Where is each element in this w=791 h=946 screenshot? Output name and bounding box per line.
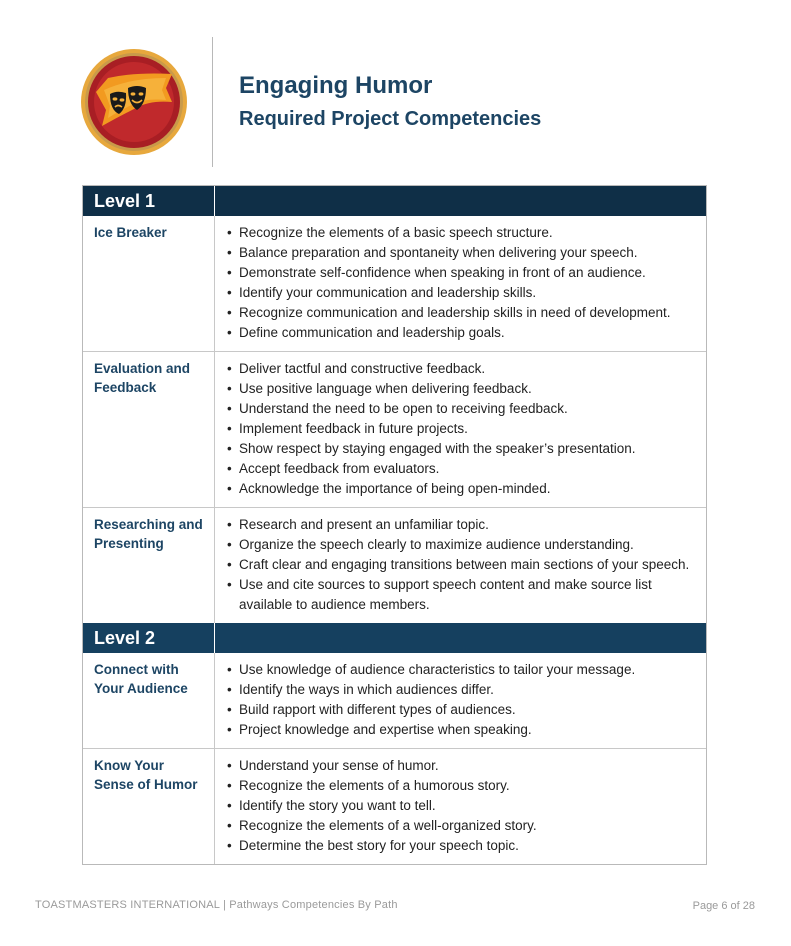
list-item: • Identify the story you want to tell. <box>227 796 700 816</box>
list-item: • Build rapport with different types of audiences. <box>227 700 700 720</box>
list-item: • Acknowledge the importance of being open-minded. <box>227 479 700 499</box>
list-item: • Implement feedback in future projects. <box>227 419 700 439</box>
competency-list <box>215 653 706 748</box>
list-item: • Organize the speech clearly to maximize audience understanding. <box>227 535 700 555</box>
level-header-1 <box>83 186 706 216</box>
level-header-fill <box>215 186 706 216</box>
project-name: Know Your Sense of Humor <box>83 749 215 864</box>
list-item: • Recognize communication and leadership skills in need of development. <box>227 303 700 323</box>
page-header <box>0 0 791 175</box>
competency-list <box>215 216 706 351</box>
list-item: • Identify the ways in which audiences differ. <box>227 680 700 700</box>
theater-masks-icon <box>80 48 188 156</box>
list-item: • Understand your sense of humor. <box>227 756 700 776</box>
list-item: • Recognize the elements of a well-organized story. <box>227 816 700 836</box>
competency-list <box>215 749 706 864</box>
table-row <box>83 653 706 748</box>
list-item: • Use positive language when delivering feedback. <box>227 379 700 399</box>
list-item: • Determine the best story for your speech topic. <box>227 836 700 856</box>
list-item: • Accept feedback from evaluators. <box>227 459 700 479</box>
level-header-2 <box>83 623 706 653</box>
list-item: • Use knowledge of audience characteristics to tailor your message. <box>227 660 700 680</box>
list-item: • Identify your communication and leadership skills. <box>227 283 700 303</box>
list-item: • Project knowledge and expertise when speaking. <box>227 720 700 740</box>
competency-list <box>215 352 706 507</box>
level-label: Level 1 <box>83 186 215 216</box>
list-item: • Show respect by staying engaged with the speaker’s presentation. <box>227 439 700 459</box>
project-name: Evaluation and Feedback <box>83 352 215 507</box>
list-item: • Define communication and leadership goals. <box>227 323 700 343</box>
list-item: • Deliver tactful and constructive feedback. <box>227 359 700 379</box>
list-item: • Understand the need to be open to receiving feedback. <box>227 399 700 419</box>
table-row <box>83 507 706 623</box>
competency-list <box>215 508 706 623</box>
project-name: Ice Breaker <box>83 216 215 351</box>
list-item: • Craft clear and engaging transitions between main sections of your speech. <box>227 555 700 575</box>
level-label: Level 2 <box>83 623 215 653</box>
table-row <box>83 351 706 507</box>
list-item: • Balance preparation and spontaneity when delivering your speech. <box>227 243 700 263</box>
list-item: • Research and present an unfamiliar topic. <box>227 515 700 535</box>
page-number: Page 6 of 28 <box>692 900 755 912</box>
page-title: Engaging Humor <box>239 72 433 99</box>
page-subtitle: Required Project Competencies <box>239 108 542 130</box>
level-header-fill <box>215 623 706 653</box>
list-item: • Use and cite sources to support speech content and make source list available to audience members. <box>227 575 700 615</box>
list-item: • Recognize the elements of a humorous story. <box>227 776 700 796</box>
project-name: Connect with Your Audience <box>83 653 215 748</box>
table-row <box>83 748 706 864</box>
table-row <box>83 216 706 351</box>
footer-publisher: TOASTMASTERS INTERNATIONAL | Pathways Competencies By Path <box>35 899 398 911</box>
list-item: • Demonstrate self-confidence when speaking in front of an audience. <box>227 263 700 283</box>
header-divider <box>212 37 213 167</box>
competency-table <box>82 185 707 865</box>
list-item: • Recognize the elements of a basic speech structure. <box>227 223 700 243</box>
project-name: Researching and Presenting <box>83 508 215 623</box>
